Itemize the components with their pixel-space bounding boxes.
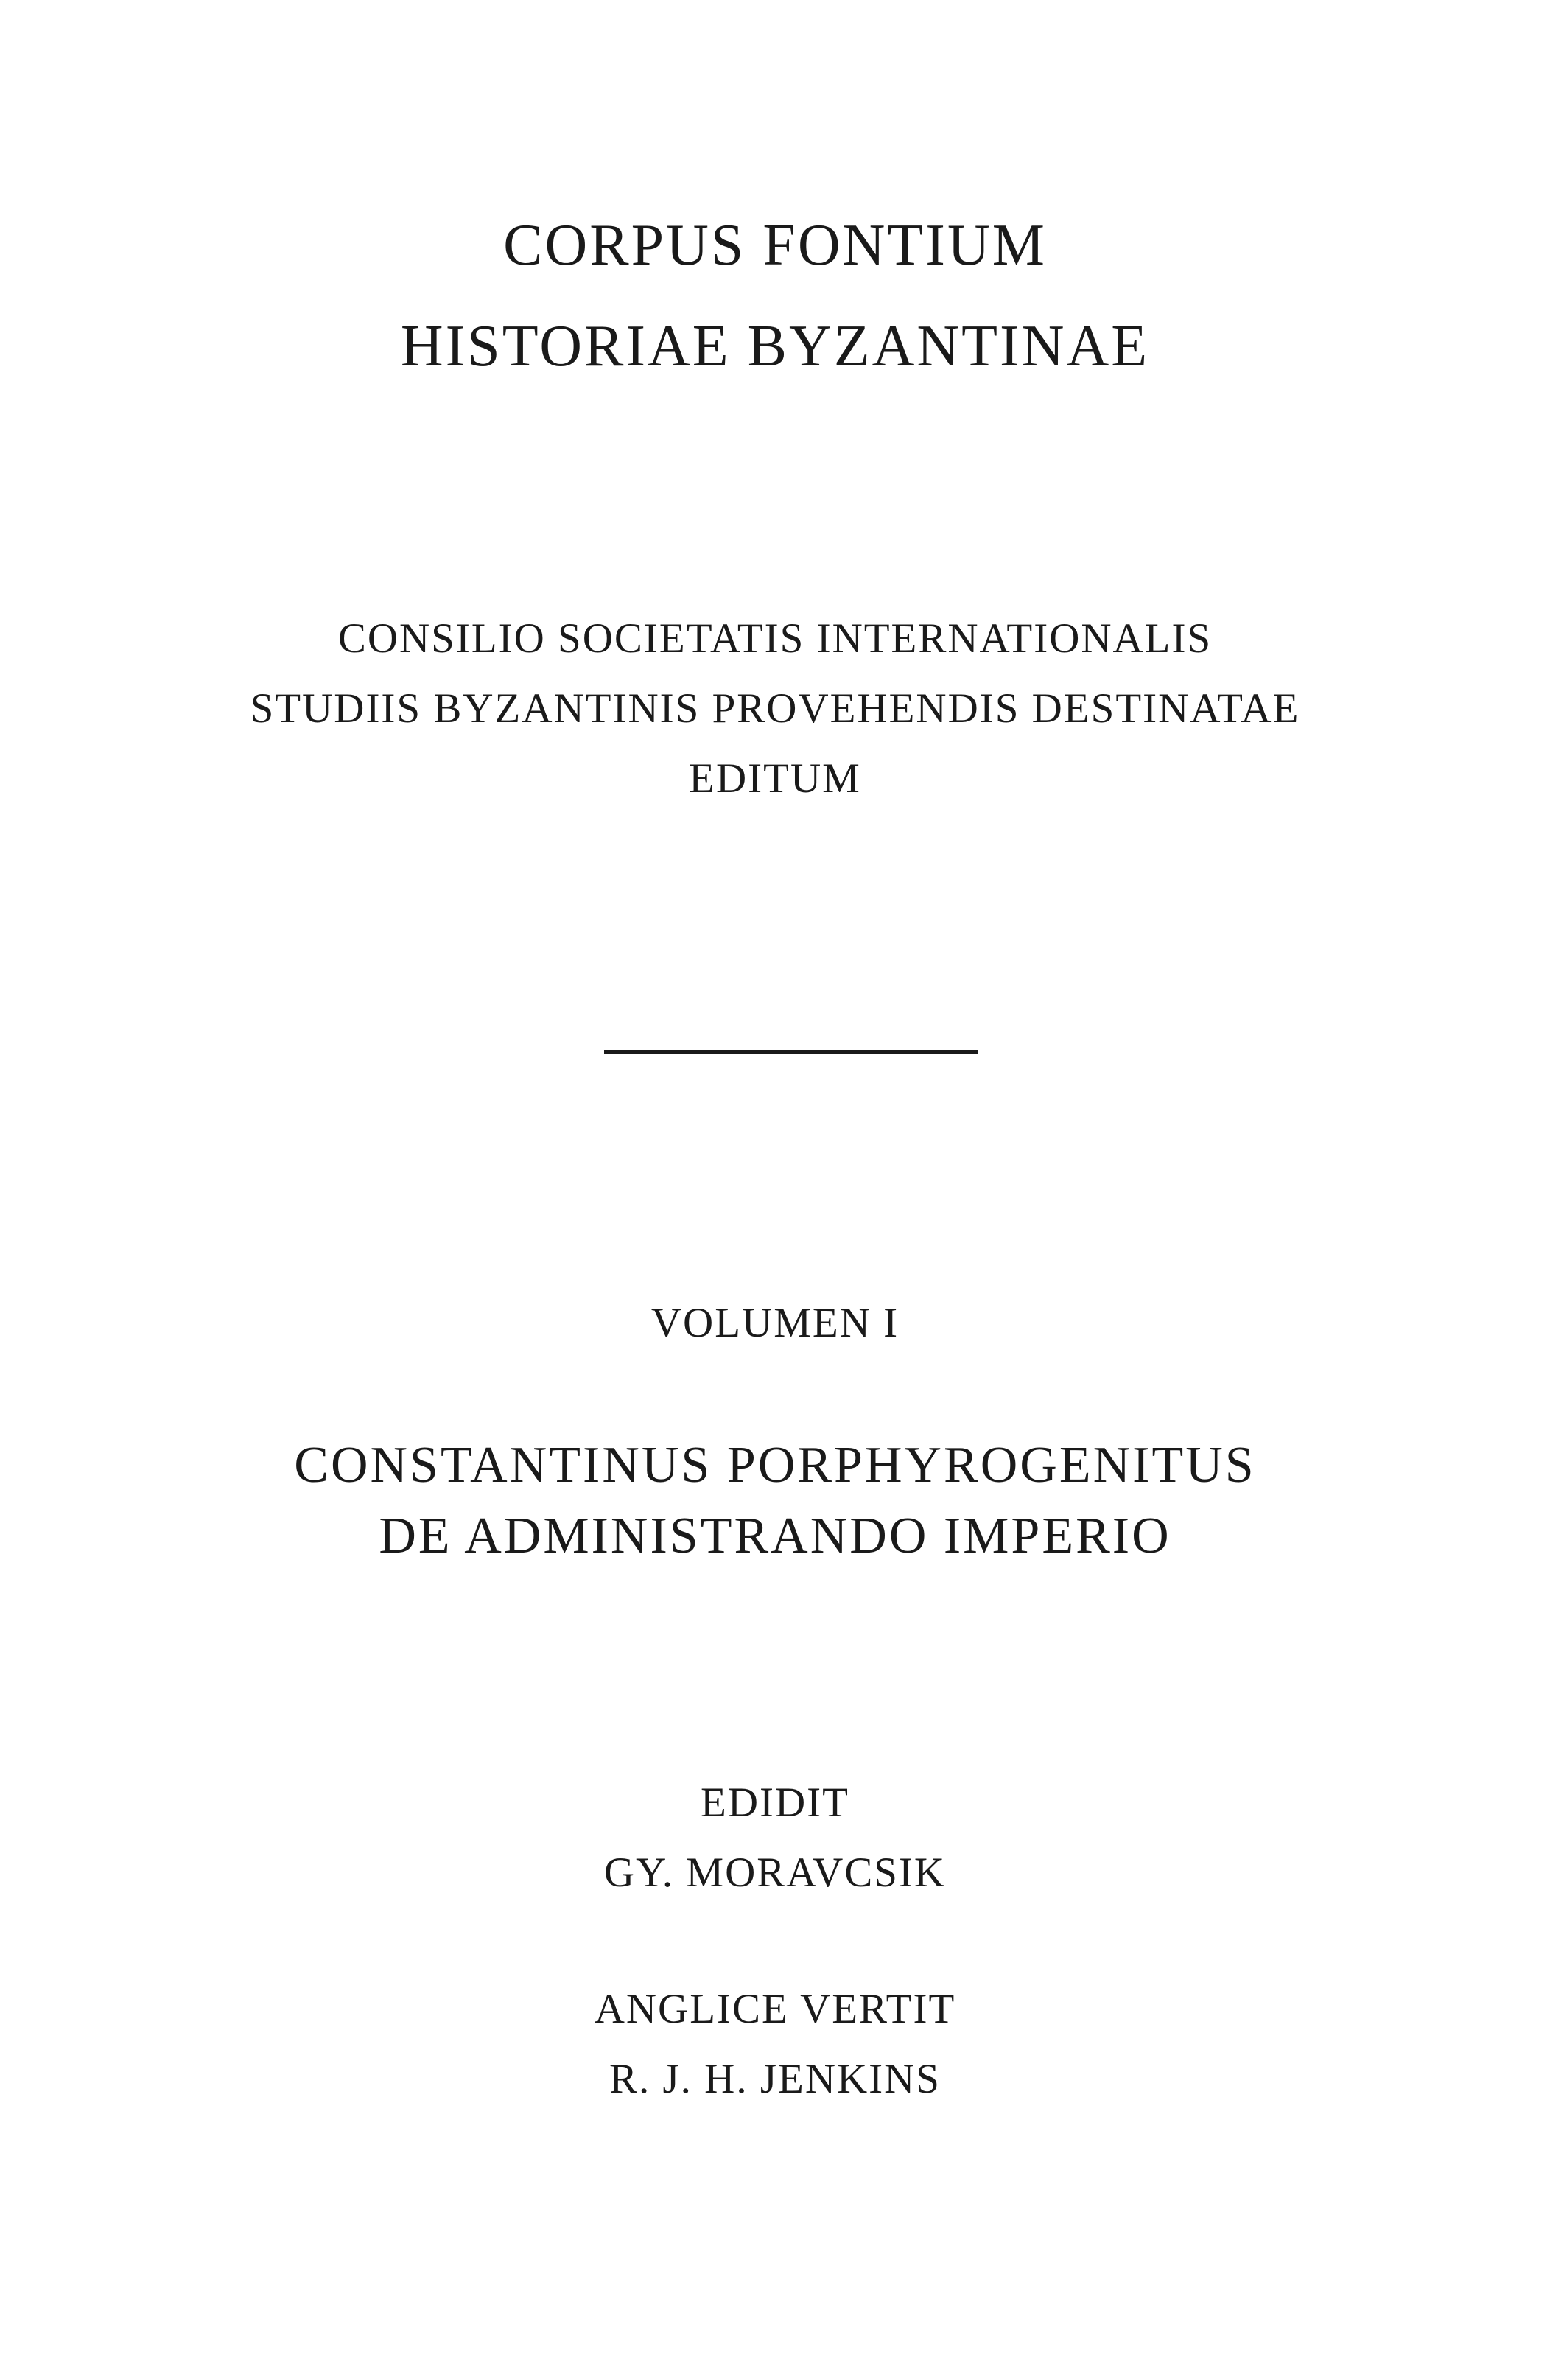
work-title-line-2: DE ADMINISTRANDO IMPERIO	[379, 1508, 1171, 1564]
translator-name: R. J. H. JENKINS	[609, 2056, 941, 2102]
consilio-line-2: STUDIIS BYZANTINIS PROVEHENDIS DESTINATAE	[250, 685, 1300, 732]
consilio-line-3: EDITUM	[689, 755, 861, 802]
consilio-line-1: CONSILIO SOCIETATIS INTERNATIONALIS	[337, 615, 1213, 662]
series-title-line-2: HISTORIAE BYZANTINAE	[400, 314, 1150, 379]
series-title-line-1: CORPUS FONTIUM	[503, 213, 1047, 278]
editor-name: GY. MORAVCSIK	[603, 1849, 947, 1896]
editor-label: EDIDIT	[701, 1779, 849, 1826]
horizontal-rule	[604, 1050, 978, 1054]
translator-label: ANGLICE VERTIT	[594, 1986, 956, 2032]
work-title-line-1: CONSTANTINUS PORPHYROGENITUS	[294, 1437, 1256, 1494]
volume-label: VOLUMEN I	[650, 1300, 900, 1346]
